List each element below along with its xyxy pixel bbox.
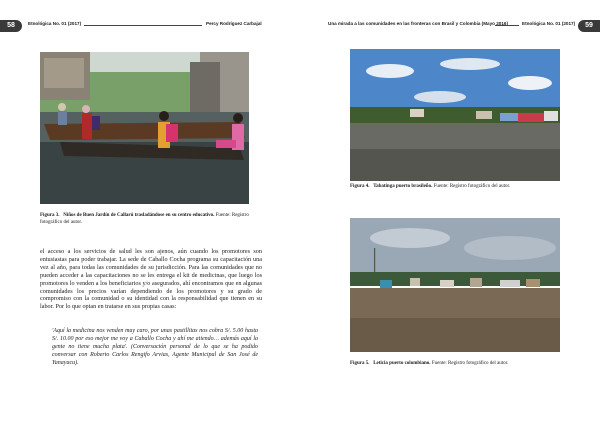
article-title: Una mirada a las comunidades en las fronteras con Brasil y Colombia (Mayo 2016) [328, 21, 508, 26]
left-page-header [0, 20, 300, 32]
figure-4-title: Tabatinga puerto brasileño. [373, 184, 433, 189]
right-page [300, 0, 600, 425]
header-rule [495, 25, 519, 26]
figure-3-source: Fuente: Registro fotográfico del autor. [40, 213, 249, 225]
figure-4-label: Figura 4. [350, 184, 370, 189]
figure-3-title: Niños de Buen Jardín de Callarú trasladándose en su centro educativo. [63, 213, 215, 218]
figure-3-caption [40, 212, 249, 226]
figure-3-label: Figura 3. [40, 213, 60, 218]
body-paragraph: el acceso a los servicios de salud les son ajenos, aún cuando los promotores son entusiastas para poder trabajar. La sede de Caballo Cocha programa su capacitación una vez al año, para todas las comunidades de su jurisdicción. Para las comunidades que no pueden acceder a las capacitaciones no se les entrega el kit de medicinas, que luego los promotores lo venden a los beneficiarios y/o asegurados, ahí encontramos que en algunas comunidades los precios varían dependiendo de los promotores y su grado de compromiso con la comunidad o su identidad con la responsabilidad que tienen en su labor. Por lo que optan en tratarse en sus propias casas: [40, 248, 262, 311]
page-number: 58 [0, 20, 22, 32]
header-rule [84, 25, 202, 26]
figure-4-photo [350, 49, 560, 181]
figure-5-source: Fuente: Registro fotográfico del autor. [431, 361, 509, 366]
figure-5-caption [350, 360, 560, 367]
figure-4-caption [350, 183, 560, 190]
figure-5-label: Figura 5. [350, 361, 370, 366]
figure-3-photo [40, 52, 249, 204]
block-quote: 'Aquí la medicina nos venden muy caro, por unas pastillitas nos cobra S/. 5.00 hasta S/. 10.00 por eso mejor me voy a Caballo Cocha y ahí me atiendo… además aquí la gente no tiene mucha plata'. (Conversación personal de lo que se ha podido conversar con Roberto Carlos Rengifo Arvias, Agente Municipal de San José de Yanayacu). [52, 328, 258, 366]
figure-5-title: Leticia puerto colombiano. [373, 361, 431, 366]
figure-5-photo [350, 218, 560, 352]
journal-name: Etnológica No. 01 (2017) [522, 21, 576, 26]
right-page-header [300, 20, 600, 32]
figure-4-source: Fuente: Registro fotográfico del autor. [433, 184, 511, 189]
author-name: Percy Rodríguez Carbajal [206, 21, 262, 26]
journal-name: Etnológica No. 01 (2017) [28, 21, 82, 26]
page-number: 59 [578, 20, 600, 32]
